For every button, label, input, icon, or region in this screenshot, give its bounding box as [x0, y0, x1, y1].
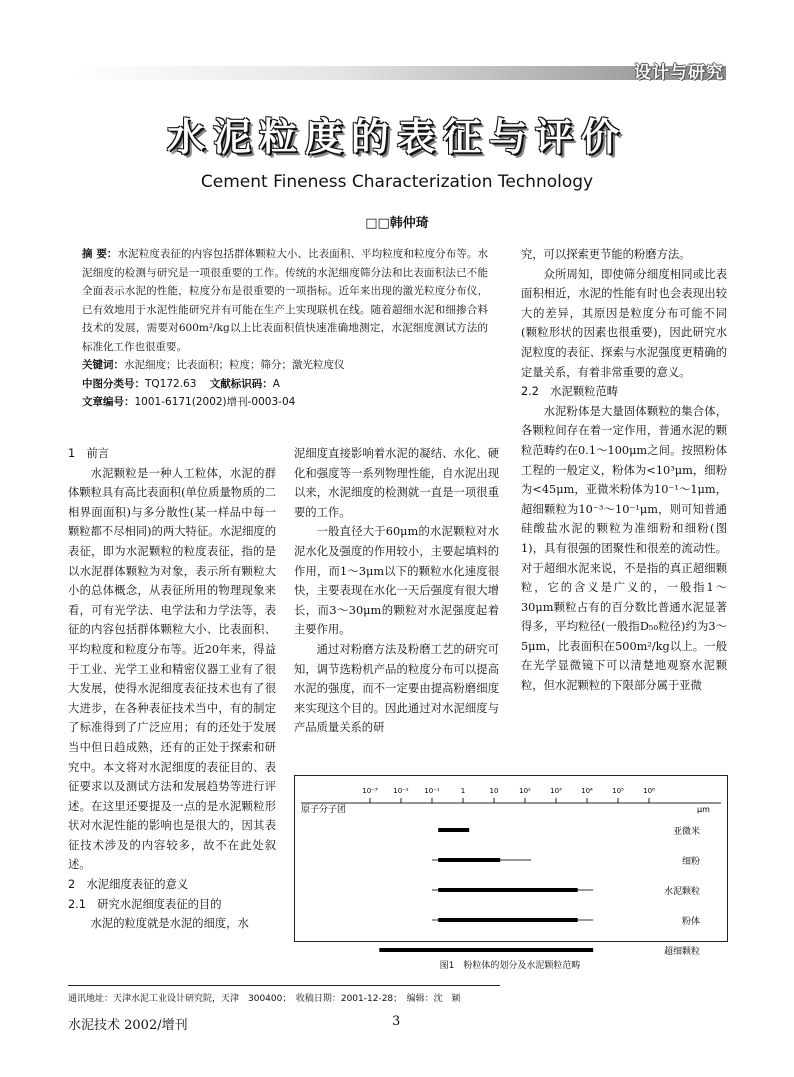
title-chinese: 水泥粒度的表征与评价 — [166, 115, 627, 159]
section-label: 设计与研究 — [634, 63, 724, 83]
axis-ticks — [362, 787, 655, 803]
range-label: 超细颗粒 — [663, 947, 700, 957]
axis-tick-label: 10³ — [550, 787, 562, 795]
paragraph: 通过对粉磨方法及粉磨工艺的研究可知，调节选粉机产品的粒度分布可以提高水泥的强度，而不一定要由提高粉磨细度来实现这个目的。因此通过对水泥细度与产品质量关系的研 — [294, 642, 499, 735]
footnote: 通讯地址：天津水泥工业设计研究院，天津 300400； 收稿日期：2001-12-28； 编辑：沈 颖 — [68, 994, 461, 1004]
title-english: Cement Fineness Characterization Technology — [200, 172, 594, 192]
column-1 — [68, 444, 276, 934]
axis-tick-label: 10⁵ — [612, 787, 624, 795]
range-rows — [379, 825, 700, 957]
paragraph: 水泥颗粒是一种人工粒体，水泥的群体颗粒具有高比表面积(单位质量物质的二相界面面积)与多分散性(某一样品中每一颗粒都不尽相同)的两大特征。水泥细度的表征，即为水泥颗粒的粒度表征，指的是以水泥群体颗粒为对象，表示所有颗粒大小的总体概念，从表征所用的物理现象来看，可有光学法、电学法和力学法等，表征的内容包括群体颗粒大小、比表面积、平均粒度和粒度分布等。近20年来，得益于工业、光学工业和精密仪器工业有了很大发展，使得水泥细度表征技术也有了很大进步，在各种表征技术当中，有的制定了标准得到了广泛应用；有的还处于发展当中但日趋成熟，还有的正处于探索和研究中。本文将对水泥细度的表征目的、表征要求以及测试方法和发展趋势等进行评述。在这里还要提及一点的是水泥颗粒形状对水泥性能的影响也是很大的，因其表征技术涉及的内容较多，故不在此处叙述。 — [68, 466, 276, 872]
keywords: 水泥细度；比表面积；粒度；筛分；激光粒度仪 — [124, 359, 345, 371]
doc-code-label: 文献标识码： — [209, 377, 273, 390]
article-no-label: 文章编号： — [82, 396, 135, 408]
range-label: 水泥颗粒 — [663, 887, 700, 897]
header-bar — [70, 66, 726, 80]
subsection-heading: 2.1 研究水泥细度表征的目的 — [68, 897, 222, 911]
axis-tick-label: 10⁻² — [393, 787, 409, 795]
figure-caption: 图1 粉粒体的划分及水泥颗粒范畴 — [439, 961, 581, 971]
paragraph: 一般直径大于60μm的水泥颗粒对水泥水化及强度的作用较小，主要起填料的作用，而1～3μm以下的颗粒水化速度很快，主要表现在水化一天后强度有很大增长，而3～30μm的颗粒对水泥强度起着主要作用。 — [294, 525, 499, 637]
axis-tick-label: 10² — [519, 787, 531, 795]
abstract-text: 水泥粒度表征的内容包括群体颗粒大小、比表面积、平均粒度和粒度分布等。水泥细度的检测与研究是一项很重要的工作。传统的水泥细度筛分法和比表面积法已不能全面表示水泥的性能，粒度分布是很重要的一项指标。近年来出现的激光粒度分布仪，已有效地用于水泥性能研究并有可能在生产上实现联机在线。随着超细水泥和细掺合料技术的发展，需要对600m²/kg以上比表面积值快速准确地测定，水泥细度测试方法的标准化工作也很重要。 — [82, 248, 489, 353]
paragraph: 泥细度直接影响着水泥的凝结、水化、硬化和强度等一系列物理性能，自水泥出现以来，水泥细度的检测就一直是一项很重要的工作。 — [294, 447, 499, 519]
footnote-rule — [68, 985, 500, 986]
clc: TQ172.63 — [145, 377, 197, 390]
paragraph — [521, 402, 727, 696]
journal-name: 水泥技术 2002/增刊 — [68, 1018, 188, 1033]
paragraph: 众所周知，即使筛分细度相同或比表面积相近，水泥的性能有时也会表现出较大的差异，其原因是粒度分布可能不同(颗粒形状的因素也很重要)，因此研究水泥粒度的表征、探索与水泥强度更精确的定量关系，有着非常重要的意义。 — [521, 267, 727, 379]
left-label: 原子分子团 — [301, 805, 347, 815]
figure-1 — [294, 775, 728, 957]
abstract — [82, 245, 488, 412]
keywords-label: 关键词： — [82, 359, 124, 371]
paragraph-part: 则可知普通硅酸盐水泥的颗粒为准细粉和细粉(图1)，具有很强的团聚性和很差的流动性。对于超细水泥来说，不是指的真正超细颗粒，它的含义是广义的，一般指1～30μm颗粒占有的百分数比普通水泥显著得多，平均粒径(一般指D₅₀粒径)约为3～5μm，比表面积在500m²/kg以上。一般在光学显微镜下可以清楚地观察水泥颗粒，但水泥颗粒的下限部分属于亚微 — [521, 502, 727, 693]
column-3 — [521, 245, 727, 696]
axis-tick-label: 10⁶ — [643, 787, 655, 795]
paragraph-part: 10³μm，细粉为<45μm，亚微米粉体为10⁻¹～1μm，超细颗粒为10⁻³～10⁻¹μm， — [521, 463, 727, 516]
axis-tick-label: 10⁻³ — [362, 787, 378, 795]
range-label: 细粉 — [681, 857, 700, 867]
page-number: 3 — [392, 1014, 401, 1029]
doc-code: A — [272, 377, 280, 390]
paragraph-part: 水泥粉体是大量固体颗粒的集合体，各颗粒间存在着一定作用，普通水泥的颗粒范畴约在0.1～100μm之间。按照粉体工程的一般定义，粉体为< — [521, 404, 727, 477]
range-label: 亚微米 — [672, 827, 700, 837]
paragraph: 究，可以探索更节能的粉磨方法。 — [521, 248, 691, 261]
figure-diagram — [295, 776, 727, 957]
axis-tick-label: 10⁻¹ — [424, 787, 440, 795]
clc-label: 中图分类号： — [82, 377, 145, 390]
range-label: 粉体 — [681, 917, 700, 927]
axis-tick-label: 1 — [460, 787, 466, 795]
abstract-label: 摘 要： — [82, 248, 118, 260]
article-no: 1001-6171(2002)增刊-0003-04 — [134, 396, 296, 408]
column-2 — [294, 444, 499, 738]
axis-tick-label: 10⁴ — [581, 787, 593, 795]
subsection-heading: 2.2 水泥颗粒范畴 — [521, 385, 619, 399]
axis-tick-label: 10 — [489, 787, 499, 795]
section-heading: 2 水泥细度表征的意义 — [68, 878, 189, 892]
section-heading: 1 前言 — [68, 447, 110, 460]
unit-label: μm — [697, 805, 710, 814]
paragraph: 水泥的粒度就是水泥的细度，水 — [90, 917, 249, 931]
author: □□韩仲琦 — [365, 216, 429, 231]
